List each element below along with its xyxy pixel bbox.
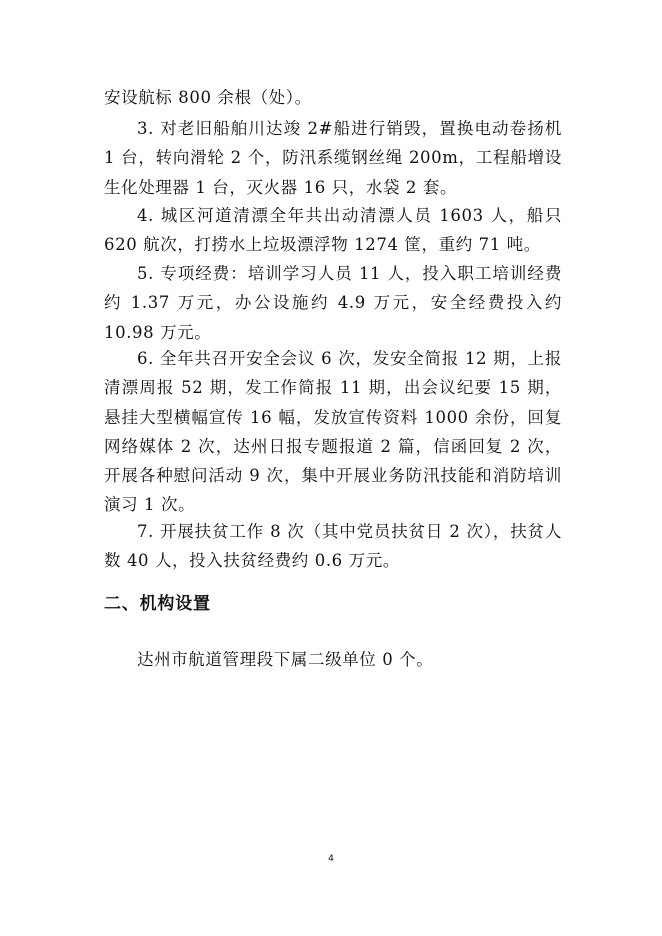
page-number: 4 bbox=[328, 854, 334, 864]
paragraph-item-7: 7. 开展扶贫工作 8 次（其中党员扶贫日 2 次），扶贫人数 40 人，投入扶贫经费约 0.6 万元。 bbox=[104, 522, 562, 571]
paragraph-item-4: 4. 城区河道清漂全年共出动清漂人员 1603 人，船只 620 航次，打捞水上垃圾漂浮物 1274 筐，重约 71 吨。 bbox=[104, 206, 562, 255]
paragraph-item-5: 5. 专项经费：培训学习人员 11 人，投入职工培训经费约 1.37 万元，办公设施约 4.9 万元，安全经费投入约 10.98 万元。 bbox=[104, 264, 562, 342]
paragraph-item-3: 3. 对老旧船舶川达竣 2#船进行销毁，置换电动卷扬机 1 台，转向滑轮 2 个，防汛系缆钢丝绳 200m，工程船增设生化处理器 1 台，灭火器 16 只，水袋 2 套。 bbox=[104, 119, 562, 197]
paragraph-item-6: 6. 全年共召开安全会议 6 次，发安全简报 12 期，上报清漂周报 52 期，发工作简报 11 期，出会议纪要 15 期，悬挂大型横幅宣传 16 幅，发放宣传资料 1000 余份，回复网络媒体 2 次，达州日报专题报道 2 篇，信函回复 2 次，开展各种慰问活动 9 次，集中开展业务防汛技能和消防培训演习 1 次。 bbox=[104, 349, 562, 515]
section-heading: 二、机构设置 bbox=[104, 594, 211, 614]
section-body: 达州市航道管理段下属二级单位 0 个。 bbox=[137, 650, 434, 669]
paragraph-continuation: 安设航标 800 余根（处）。 bbox=[104, 88, 312, 107]
